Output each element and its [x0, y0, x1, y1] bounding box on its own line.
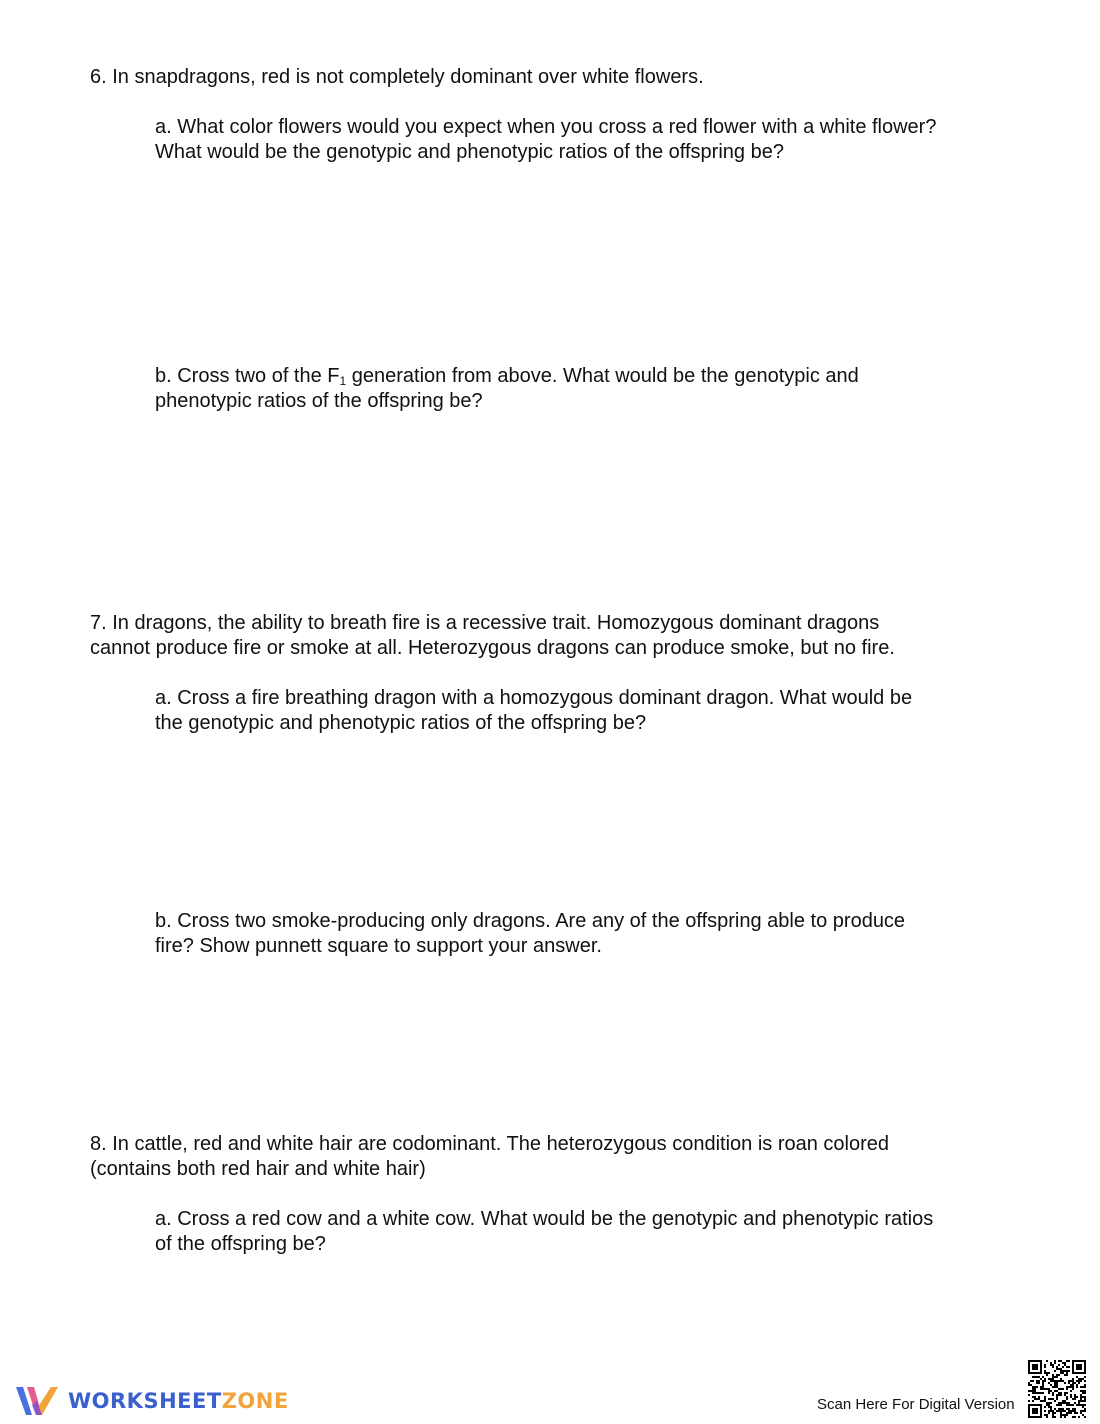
- q6a-text-line-2: What would be the genotypic and phenotypic ratios of the offspring be?: [155, 141, 784, 163]
- q6b-text-post: generation from above. What would be the genotypic and: [346, 365, 859, 387]
- q8-text-line-1: 8. In cattle, red and white hair are codominant. The heterozygous condition is roan colored: [90, 1133, 889, 1155]
- q7a-text-line-2: the genotypic and phenotypic ratios of the offspring be?: [155, 712, 647, 734]
- q7b-text-line-2: fire? Show punnett square to support your answer.: [155, 935, 602, 957]
- scan-here-text: Scan Here For Digital Version: [817, 1396, 1015, 1413]
- q7-text-line-1: 7. In dragons, the ability to breath fire is a recessive trait. Homozygous dominant dragons: [90, 612, 880, 634]
- q6b-text-line-2: phenotypic ratios of the offspring be?: [155, 390, 483, 412]
- q6b-subscript: 1: [339, 374, 347, 388]
- brand-name: [68, 1389, 289, 1413]
- q6a-text-line-1: a. What color flowers would you expect when you cross a red flower with a white flower?: [155, 116, 937, 138]
- q8-text-line-2: (contains both red hair and white hair): [90, 1158, 426, 1180]
- q7a-text-line-1: a. Cross a fire breathing dragon with a homozygous dominant dragon. What would be: [155, 687, 913, 709]
- worksheetzone-logo-icon: [14, 1383, 60, 1419]
- q7b-text-line-1: b. Cross two smoke-producing only dragons. Are any of the offspring able to produce: [155, 910, 906, 932]
- q8a-text-line-2: of the offspring be?: [155, 1233, 326, 1255]
- q6b-text-line-1: [155, 364, 859, 389]
- q6-text-line-1: 6. In snapdragons, red is not completely dominant over white flowers.: [90, 66, 704, 88]
- q7-text-line-2: cannot produce fire or smoke at all. Heterozygous dragons can produce smoke, but no fire.: [90, 637, 895, 659]
- brand-name-part2: ZONE: [221, 1389, 289, 1413]
- qr-code-icon[interactable]: [1028, 1360, 1086, 1423]
- brand-name-part1: WORKSHEET: [68, 1389, 222, 1413]
- worksheetzone-logo[interactable]: [14, 1382, 289, 1420]
- q8a-text-line-1: a. Cross a red cow and a white cow. What would be the genotypic and phenotypic ratios: [155, 1208, 934, 1230]
- q6b-text-pre: b. Cross two of the F: [155, 365, 340, 387]
